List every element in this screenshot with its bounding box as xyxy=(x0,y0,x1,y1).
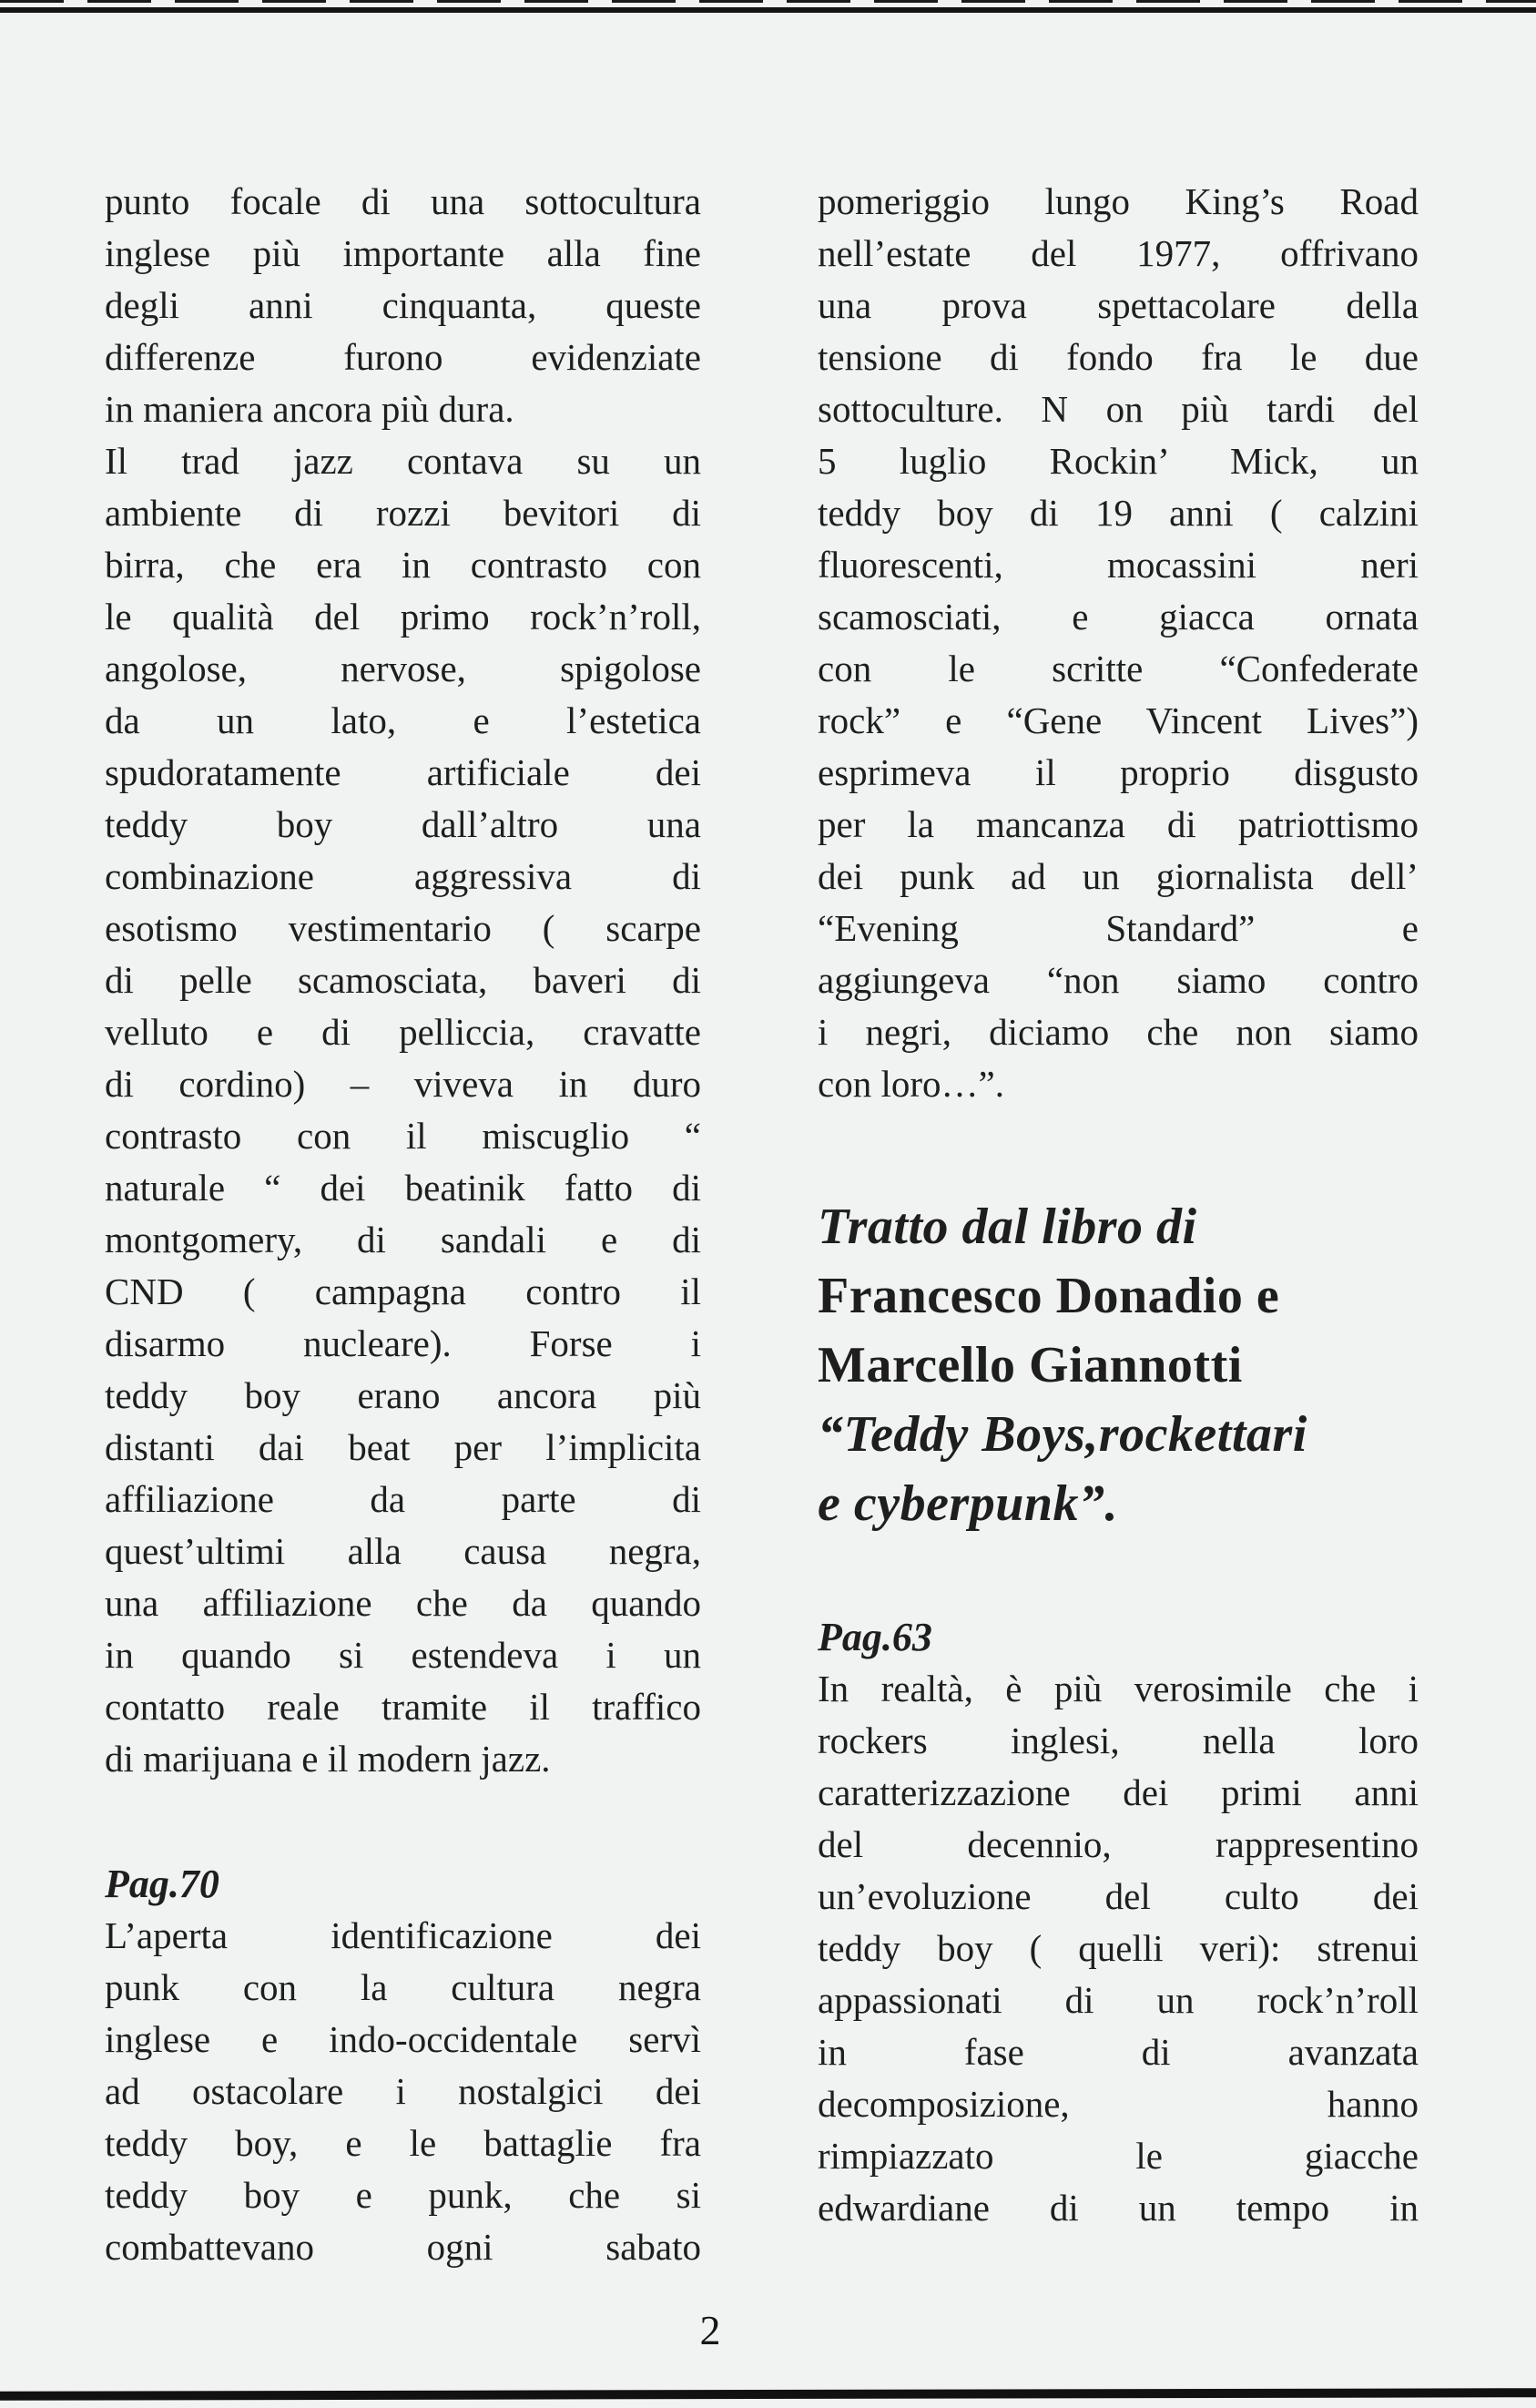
text-line: appassionati di un rock’n’roll xyxy=(818,1979,1419,2021)
text-line: teddy boy e punk, che si xyxy=(105,2174,701,2216)
citation-line: Marcello Giannotti xyxy=(818,1337,1243,1393)
text-line: velluto e di pelliccia, cravatte xyxy=(105,1011,701,1053)
citation-line: “Teddy Boys,rockettari xyxy=(818,1406,1307,1463)
text-line: con le scritte “Confederate xyxy=(818,648,1419,689)
text-line: aggiungeva “non siamo contro xyxy=(818,959,1419,1001)
text-line: teddy boy, e le battaglie fra xyxy=(105,2122,701,2164)
text-line: quest’ultimi alla causa negra, xyxy=(105,1530,701,1572)
text-line: spudoratamente artificiale dei xyxy=(105,751,701,793)
text-line: in quando si estendeva i un xyxy=(105,1634,701,1676)
page-ref-heading xyxy=(818,1611,1419,1663)
text-line: sottoculture. N on più tardi del xyxy=(818,388,1419,430)
text-line: esotismo vestimentario ( scarpe xyxy=(105,907,701,949)
citation-line: Tratto dal libro di xyxy=(818,1199,1197,1255)
text-line: montgomery, di sandali e di xyxy=(105,1219,701,1260)
text-line: inglese più importante alla fine xyxy=(105,232,701,274)
text-line: di pelle scamosciata, baveri di xyxy=(105,959,701,1001)
text-line: decomposizione, hanno xyxy=(818,2083,1419,2125)
paragraph-block xyxy=(818,176,1419,1110)
text-line: contrasto con il miscuglio “ xyxy=(105,1115,701,1157)
text-line: edwardiane di un tempo in xyxy=(818,2187,1419,2229)
book-citation xyxy=(818,1192,1419,1538)
text-line: fluorescenti, mocassini neri xyxy=(818,544,1419,586)
text-line: 5 luglio Rockin’ Mick, un xyxy=(818,440,1419,482)
page-number: 2 xyxy=(699,2307,721,2353)
citation-line: e cyberpunk”. xyxy=(818,1475,1119,1532)
text-line: punto focale di una sottocultura xyxy=(105,180,701,222)
text-line: combinazione aggressiva di xyxy=(105,855,701,897)
text-line: distanti dai beat per l’implicita xyxy=(105,1426,701,1468)
left-column xyxy=(105,176,701,2273)
text-line: esprimeva il proprio disgusto xyxy=(818,751,1419,793)
text-line: “Evening Standard” e xyxy=(818,907,1419,949)
text-line: del decennio, rappresentino xyxy=(818,1823,1419,1865)
page-ref-heading xyxy=(105,1858,701,1910)
text-line: inglese e indo-occidentale servì xyxy=(105,2018,701,2060)
text-line: affiliazione da parte di xyxy=(105,1478,701,1520)
citation-line: Francesco Donadio e xyxy=(818,1268,1280,1324)
text-line: di cordino) – viveva in duro xyxy=(105,1063,701,1105)
paragraph-block xyxy=(818,1663,1419,2234)
text-line: scamosciati, e giacca ornata xyxy=(818,596,1419,638)
text-line: una prova spettacolare della xyxy=(818,284,1419,326)
bottom-rule xyxy=(0,2388,1536,2401)
text-line: per la mancanza di patriottismo xyxy=(818,803,1419,845)
text-line: contatto reale tramite il traffico xyxy=(105,1686,701,1728)
text-line: rock” e “Gene Vincent Lives”) xyxy=(818,699,1419,741)
text-line: disarmo nucleare). Forse i xyxy=(105,1322,701,1364)
heading-line: Pag.63 xyxy=(818,1615,932,1659)
text-line: un’evoluzione del culto dei xyxy=(818,1875,1419,1917)
text-line: teddy boy erano ancora più xyxy=(105,1374,701,1416)
text-line: L’aperta identificazione dei xyxy=(105,1914,701,1956)
text-line: caratterizzazione dei primi anni xyxy=(818,1771,1419,1813)
text-line: rockers inglesi, nella loro xyxy=(818,1719,1419,1761)
text-line: i negri, diciamo che non siamo xyxy=(818,1011,1419,1053)
text-line: birra, che era in contrasto con xyxy=(105,544,701,586)
text-line: naturale “ dei beatinik fatto di xyxy=(105,1167,701,1209)
text-line: angolose, nervose, spigolose xyxy=(105,648,701,689)
text-line: combattevano ogni sabato xyxy=(105,2226,701,2268)
text-line: con loro…”. xyxy=(818,1063,1004,1105)
text-line: rimpiazzato le giacche xyxy=(818,2135,1419,2177)
paragraph-block xyxy=(105,176,701,1785)
text-line: di marijuana e il modern jazz. xyxy=(105,1738,551,1780)
text-line: teddy boy dall’altro una xyxy=(105,803,701,845)
text-line: nell’estate del 1977, offrivano xyxy=(818,232,1419,274)
text-line: teddy boy di 19 anni ( calzini xyxy=(818,492,1419,534)
text-line: una affiliazione che da quando xyxy=(105,1582,701,1624)
text-line: ambiente di rozzi bevitori di xyxy=(105,492,701,534)
right-column xyxy=(818,176,1419,2234)
text-line: Il trad jazz contava su un xyxy=(105,440,701,482)
text-line: degli anni cinquanta, queste xyxy=(105,284,701,326)
text-line: tensione di fondo fra le due xyxy=(818,336,1419,378)
heading-line: Pag.70 xyxy=(105,1862,219,1906)
top-rule xyxy=(0,7,1536,13)
text-line: In realtà, è più verosimile che i xyxy=(818,1668,1419,1709)
top-hairline-rule xyxy=(0,0,1536,3)
text-line: differenze furono evidenziate xyxy=(105,336,701,378)
text-line: punk con la cultura negra xyxy=(105,1966,701,2008)
text-line: in fase di avanzata xyxy=(818,2031,1419,2073)
paragraph-block xyxy=(105,1910,701,2273)
text-line: le qualità del primo rock’n’roll, xyxy=(105,596,701,638)
text-line: CND ( campagna contro il xyxy=(105,1270,701,1312)
text-line: in maniera ancora più dura. xyxy=(105,388,514,430)
text-line: ad ostacolare i nostalgici dei xyxy=(105,2070,701,2112)
text-line: da un lato, e l’estetica xyxy=(105,699,701,741)
text-line: dei punk ad un giornalista dell’ xyxy=(818,855,1419,897)
text-line: pomeriggio lungo King’s Road xyxy=(818,180,1419,222)
text-line: teddy boy ( quelli veri): strenui xyxy=(818,1927,1419,1969)
